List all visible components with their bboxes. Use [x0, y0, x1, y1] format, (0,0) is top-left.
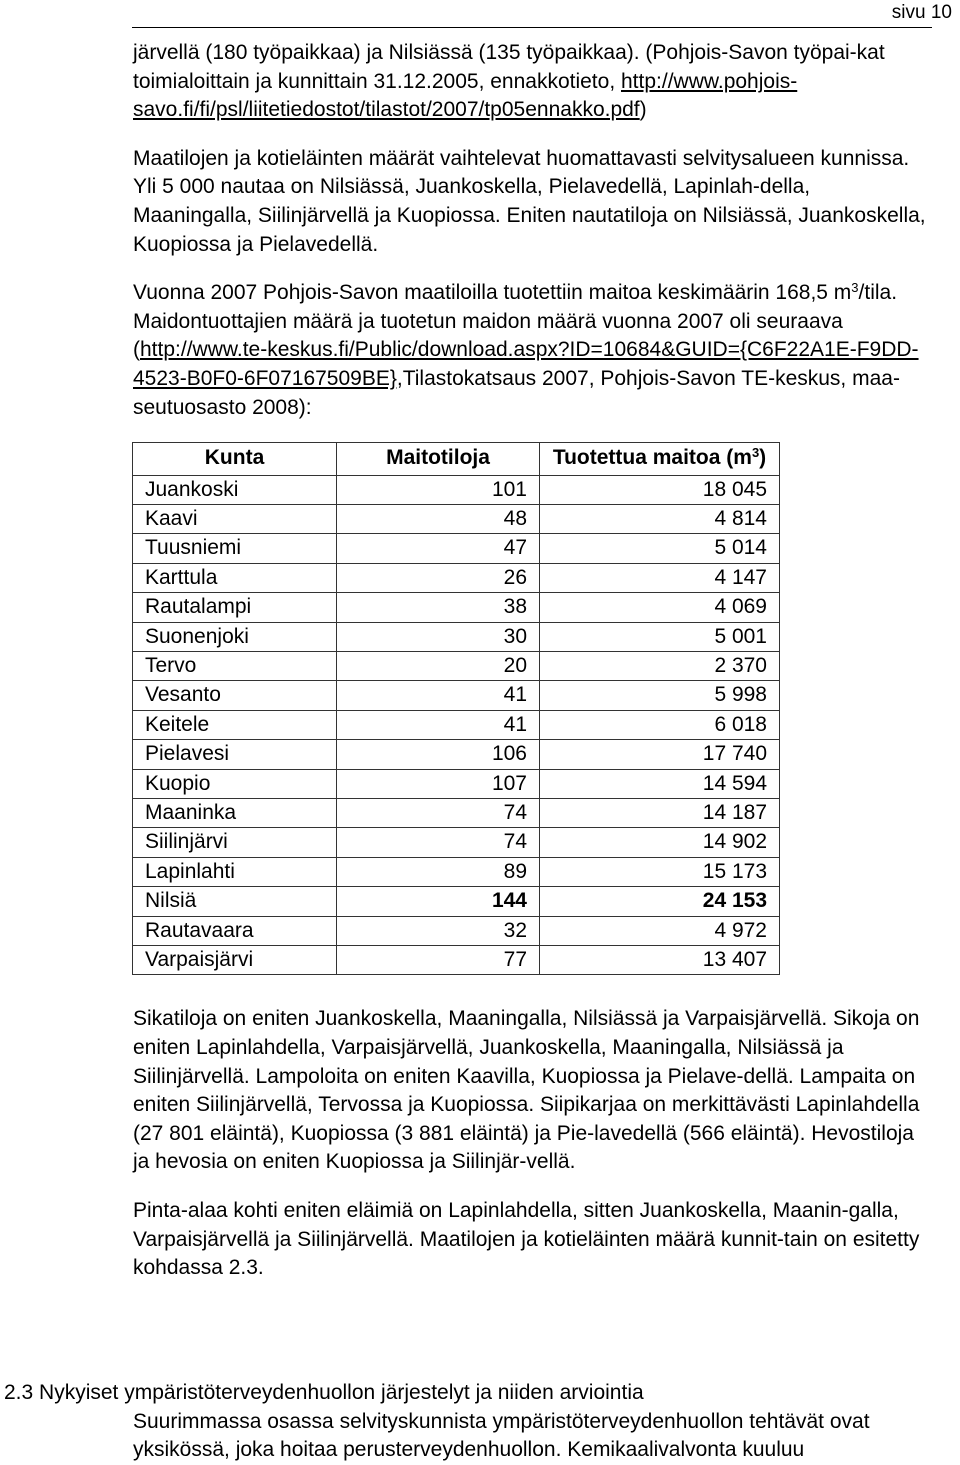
cell-kunta: Pielavesi	[133, 740, 337, 769]
cell-maito: 2 370	[540, 651, 780, 680]
paragraph-livestock: Maatilojen ja kotieläinten määrät vaihtelevat huomattavasti selvitysalueen kunnissa. Yli 5 000 nautaa on Nilsiässä, Juankoskella, Pielavedellä, Lapinlah-della, Maaningalla, Siilinjärvellä ja Kuopiossa. Eniten nautatiloja on Nilsiässä, Juankoskella, Kuopiossa ja Pielavedellä.	[133, 146, 926, 256]
table-row	[133, 710, 780, 739]
header-text: )	[759, 446, 767, 470]
section-title: Nykyiset ympäristöterveydenhuollon järjestelyt ja niiden arviointia	[39, 1381, 644, 1404]
cell-maitotilat: 26	[337, 563, 540, 592]
table-row	[133, 534, 780, 563]
cell-maito: 4 814	[540, 504, 780, 533]
cell-kunta: Maaninka	[133, 799, 337, 828]
cell-maito: 24 153	[540, 887, 780, 916]
cell-maito: 4 972	[540, 916, 780, 945]
cell-maito: 15 173	[540, 857, 780, 886]
cell-maitotilat: 20	[337, 651, 540, 680]
table-row	[133, 828, 780, 857]
cell-maito: 4 147	[540, 563, 780, 592]
cell-maitotilat: 41	[337, 681, 540, 710]
cell-maito: 5 014	[540, 534, 780, 563]
cell-kunta: Karttula	[133, 563, 337, 592]
cell-maito: 5 998	[540, 681, 780, 710]
table-header-row	[133, 443, 780, 475]
cell-kunta: Nilsiä	[133, 887, 337, 916]
source-link-pohjois-savo[interactable]: http://www.pohjois-savo.fi/fi/psl/liitetiedostot/tilastot/2007/tp05ennakko.pdf	[133, 69, 798, 122]
cell-maitotilat: 77	[337, 946, 540, 975]
cell-maito: 18 045	[540, 475, 780, 504]
column-header-maitotilat: Maitotiloja	[337, 443, 540, 475]
table-row	[133, 916, 780, 945]
section-2-3	[0, 1379, 960, 1465]
header-text: Tuotettua maitoa (m	[552, 446, 752, 470]
cell-maito: 14 594	[540, 769, 780, 798]
cell-maito: 6 018	[540, 710, 780, 739]
header-rule	[132, 27, 932, 28]
cell-maitotilat: 107	[337, 769, 540, 798]
table-row	[133, 857, 780, 886]
paragraph-text: /tila. Maidontuottajien määrä ja tuotetun maidon määrä vuonna 2007 oli seuraava (	[133, 281, 898, 362]
cell-maitotilat: 101	[337, 475, 540, 504]
cell-maitotilat: 38	[337, 593, 540, 622]
table-row	[133, 799, 780, 828]
table-row	[133, 946, 780, 975]
paragraph-pigs-sheep: Sikatiloja on eniten Juankoskella, Maaningalla, Nilsiässä ja Varpaisjärvellä. Sikoja on eniten Lapinlahdella, Varpaisjärvellä, Juankoskella, Maaningalla, Nilsiässä ja Siilinjärvellä. Lampoloita on eniten Kaavilla, Kuopiossa ja Pielave-dellä. Lampaita on eniten Siilinjärvellä, Tervossa ja Kuopiossa. Siipikarjaa on merkittävästi Lapinlahdella (27 801 eläintä), Kuopiossa (3 881 eläintä) ja Pie-lavedellä (566 eläintä). Hevostiloja ja hevosia on eniten Kuopiossa ja Siilinjär-vellä.	[133, 1007, 920, 1174]
table-row	[133, 769, 780, 798]
paragraph-text: järvellä (180 työpaikkaa) ja Nilsiässä (135 työpaikkaa). (Pohjois-Savon työpai-kat toimialoittain ja kunnittain 31.12.2005, ennakkotieto,	[133, 41, 885, 93]
document-body	[133, 39, 933, 1303]
column-header-kunta: Kunta	[133, 443, 337, 475]
cell-maitotilat: 74	[337, 799, 540, 828]
superscript: 3	[751, 445, 760, 461]
paragraph-text: ,Tilastokatsaus 2007, Pohjois-Savon TE-keskus, maa-seutuosasto 2008):	[133, 366, 900, 419]
source-link-te-keskus[interactable]: http://www.te-keskus.fi/Public/download.aspx?ID=10684&GUID={C6F22A1E-F9DD-4523-B0F0-6F07167509BE}	[133, 338, 919, 390]
cell-maitotilat: 48	[337, 504, 540, 533]
section-number: 2.3	[4, 1381, 34, 1404]
cell-kunta: Keitele	[133, 710, 337, 739]
cell-maitotilat: 30	[337, 622, 540, 651]
superscript: 3	[851, 280, 859, 296]
column-header-maito	[540, 443, 780, 475]
cell-kunta: Siilinjärvi	[133, 828, 337, 857]
table-row	[133, 504, 780, 533]
cell-maito: 14 187	[540, 799, 780, 828]
table-row	[133, 681, 780, 710]
paragraph-milk-production	[133, 279, 933, 422]
section-body: Suurimmassa osassa selvityskunnista ympäristöterveydenhuollon tehtävät ovat yksikössä, joka hoitaa perusterveydenhuollon. Kemikaalivalvonta kuuluu	[133, 1409, 870, 1462]
cell-kunta: Juankoski	[133, 475, 337, 504]
page-number: sivu 10	[891, 2, 952, 23]
table-row	[133, 651, 780, 680]
cell-maito: 13 407	[540, 946, 780, 975]
table-body	[133, 475, 780, 975]
cell-maitotilat: 144	[337, 887, 540, 916]
cell-kunta: Rautalampi	[133, 593, 337, 622]
table-row	[133, 563, 780, 592]
table-row	[133, 475, 780, 504]
paragraph-text: )	[639, 98, 647, 122]
cell-maito: 5 001	[540, 622, 780, 651]
cell-maitotilat: 41	[337, 710, 540, 739]
cell-kunta: Vesanto	[133, 681, 337, 710]
cell-maitotilat: 47	[337, 534, 540, 563]
cell-maitotilat: 89	[337, 857, 540, 886]
section-heading	[0, 1379, 960, 1408]
paragraph-text: Vuonna 2007 Pohjois-Savon maatiloilla tuotettiin maitoa keskimäärin 168,5 m	[133, 281, 852, 305]
paragraph-animal-density: Pinta-alaa kohti eniten eläimiä on Lapinlahdella, sitten Juankoskella, Maanin-galla, Varpaisjärvellä ja Siilinjärvellä. Maatilojen ja kotieläinten määrä kunnit-tain on esitetty kohdassa 2.3.	[133, 1199, 920, 1280]
cell-maito: 14 902	[540, 828, 780, 857]
cell-kunta: Tervo	[133, 651, 337, 680]
cell-maitotilat: 32	[337, 916, 540, 945]
cell-kunta: Rautavaara	[133, 916, 337, 945]
table-row	[133, 887, 780, 916]
table-row	[133, 740, 780, 769]
cell-kunta: Kaavi	[133, 504, 337, 533]
cell-kunta: Kuopio	[133, 769, 337, 798]
cell-maito: 4 069	[540, 593, 780, 622]
cell-maitotilat: 74	[337, 828, 540, 857]
cell-kunta: Varpaisjärvi	[133, 946, 337, 975]
paragraph-employment	[133, 39, 933, 125]
cell-maito: 17 740	[540, 740, 780, 769]
cell-kunta: Tuusniemi	[133, 534, 337, 563]
table-row	[133, 593, 780, 622]
table-row	[133, 622, 780, 651]
cell-maitotilat: 106	[337, 740, 540, 769]
cell-kunta: Suonenjoki	[133, 622, 337, 651]
cell-kunta: Lapinlahti	[133, 857, 337, 886]
milk-production-table	[132, 442, 780, 975]
